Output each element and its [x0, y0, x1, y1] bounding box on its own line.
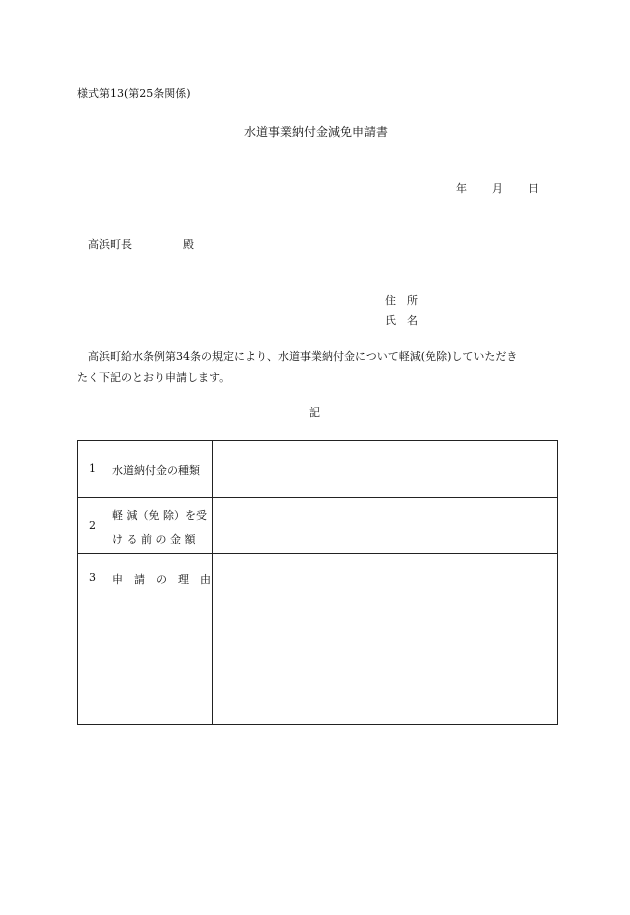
date-month-label: 月	[492, 182, 503, 195]
row-2-label-line-1: 軽 減（免 除）を受	[112, 509, 207, 522]
row-3-label-cell	[78, 554, 213, 725]
table-row-amount	[78, 498, 558, 554]
body-line-2: たく下記のとおり申請します。	[77, 371, 231, 384]
row-1-label: 水道納付金の種類	[112, 464, 200, 477]
addressee-name: 高浜町長	[88, 238, 132, 251]
row-2-value-cell[interactable]	[213, 498, 558, 554]
row-3-label: 申 請 の 理 由	[112, 573, 211, 586]
form-number: 様式第13(第25条関係)	[77, 87, 191, 100]
row-3-value-cell[interactable]	[213, 554, 558, 725]
addressee-honorific: 殿	[183, 238, 194, 251]
date-year-label: 年	[456, 182, 467, 195]
ki-heading: 記	[309, 406, 320, 419]
body-line-1: 高浜町給水条例第34条の規定により、水道事業納付金について軽減(免除)していただき	[88, 350, 518, 363]
document-title: 水道事業納付金減免申請書	[244, 125, 389, 139]
date-day-label: 日	[528, 182, 539, 195]
row-3-number: 3	[89, 571, 96, 584]
row-2-label-line-2: け る 前 の 金 額	[112, 533, 196, 546]
row-1-number: 1	[89, 462, 96, 475]
address-label: 住 所	[385, 294, 418, 307]
name-label: 氏 名	[385, 314, 418, 327]
row-2-number: 2	[89, 519, 96, 532]
table-row-type	[78, 441, 558, 498]
row-1-label-cell	[78, 441, 213, 498]
table-row-reason	[78, 554, 558, 725]
row-1-value-cell[interactable]	[213, 441, 558, 498]
application-table	[77, 440, 558, 725]
row-2-label-cell	[78, 498, 213, 554]
